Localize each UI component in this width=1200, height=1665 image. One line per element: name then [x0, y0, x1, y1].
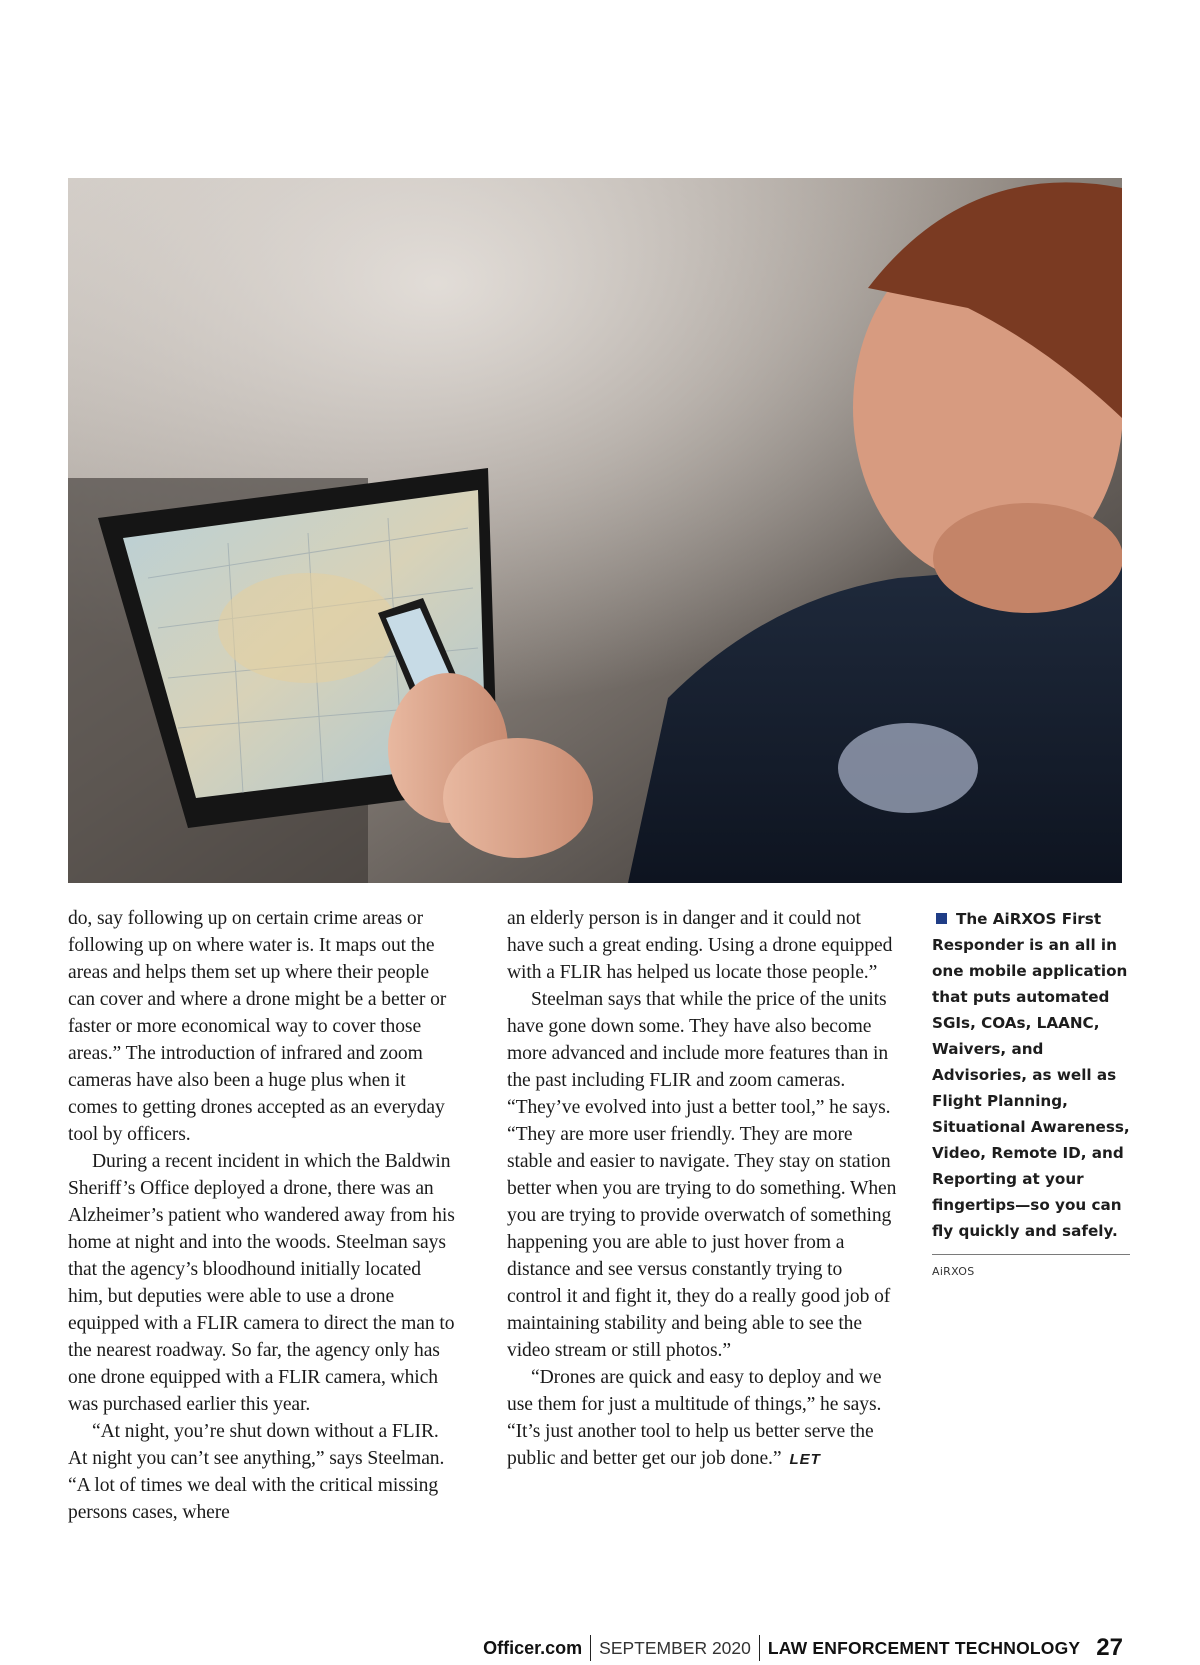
article-column-2: [507, 905, 899, 1473]
caption-text: The AiRXOS First Responder is an all in one mobile application that puts automated SGIs, COAs, LAANC, Waivers, and Advisories, as well as Flight Planning, Situational Awareness, Video, Remote ID, and Reporting at your fingertips—so you can fly quickly and safely.: [932, 910, 1130, 1240]
article-column-1: [68, 905, 458, 1526]
end-mark: LET: [789, 1451, 821, 1468]
paragraph: During a recent incident in which the Baldwin Sheriff’s Office deployed a drone, there was an Alzheimer’s patient who wandered away from his home at night and into the woods. Steelman says that the agency’s bloodhound initially located him, but deputies were able to use a drone equipped with a FLIR camera to direct the man to the nearest roadway. So far, the agency only has one drone equipped with a FLIR camera, which was purchased earlier this year.: [68, 1151, 455, 1415]
paragraph: [507, 1364, 899, 1473]
photo-caption: [932, 906, 1130, 1255]
bullet-square-icon: [936, 913, 947, 924]
footer-divider: [759, 1635, 760, 1661]
footer-site: Officer.com: [483, 1637, 583, 1658]
footer-divider: [590, 1635, 591, 1661]
paragraph: “At night, you’re shut down without a FLIR. At night you can’t see anything,” says Steelman. “A lot of times we deal with the critical missing persons cases, where: [68, 1421, 445, 1523]
photo-credit: AiRXOS: [932, 1265, 975, 1278]
paragraph: Steelman says that while the price of the units have gone down some. They have also become more advanced and include more features than in the past including FLIR and zoom cameras. “They’ve evolved into just a better tool,” he says. “They are more user friendly. They are more stable and easier to navigate. They stay on station better when you are trying to do something. When you are trying to provide overwatch of something happening you are able to just hover from a distance and see versus constantly trying to control it and fight it, they do a really good job of maintaining stability and being able to see the video stream or still photos.”: [507, 989, 897, 1361]
paragraph: do, say following up on certain crime areas or following up on where water is. It maps out the areas and helps them set up where their people can cover and where a drone might be a better or faster or more economical way to cover those areas.” The introduction of infrared and zoom cameras have also been a huge plus when it comes to getting drones accepted as an everyday tool by officers.: [68, 908, 447, 1145]
photo-caption-box: [932, 906, 1130, 1278]
page-number: 27: [1096, 1634, 1123, 1661]
page-footer: [0, 1631, 1123, 1665]
paragraph-text: “Drones are quick and easy to deploy and we use them for just a multitude of things,” he says. “It’s just another tool to help us better serve the public and better get our job done.”: [507, 1367, 882, 1469]
footer-date: SEPTEMBER 2020: [599, 1637, 751, 1658]
article-photo: [68, 178, 1122, 883]
footer-publication: LAW ENFORCEMENT TECHNOLOGY: [767, 1637, 1081, 1658]
paragraph: an elderly person is in danger and it could not have such a great ending. Using a drone equipped with a FLIR has helped us locate those people.”: [507, 908, 893, 983]
